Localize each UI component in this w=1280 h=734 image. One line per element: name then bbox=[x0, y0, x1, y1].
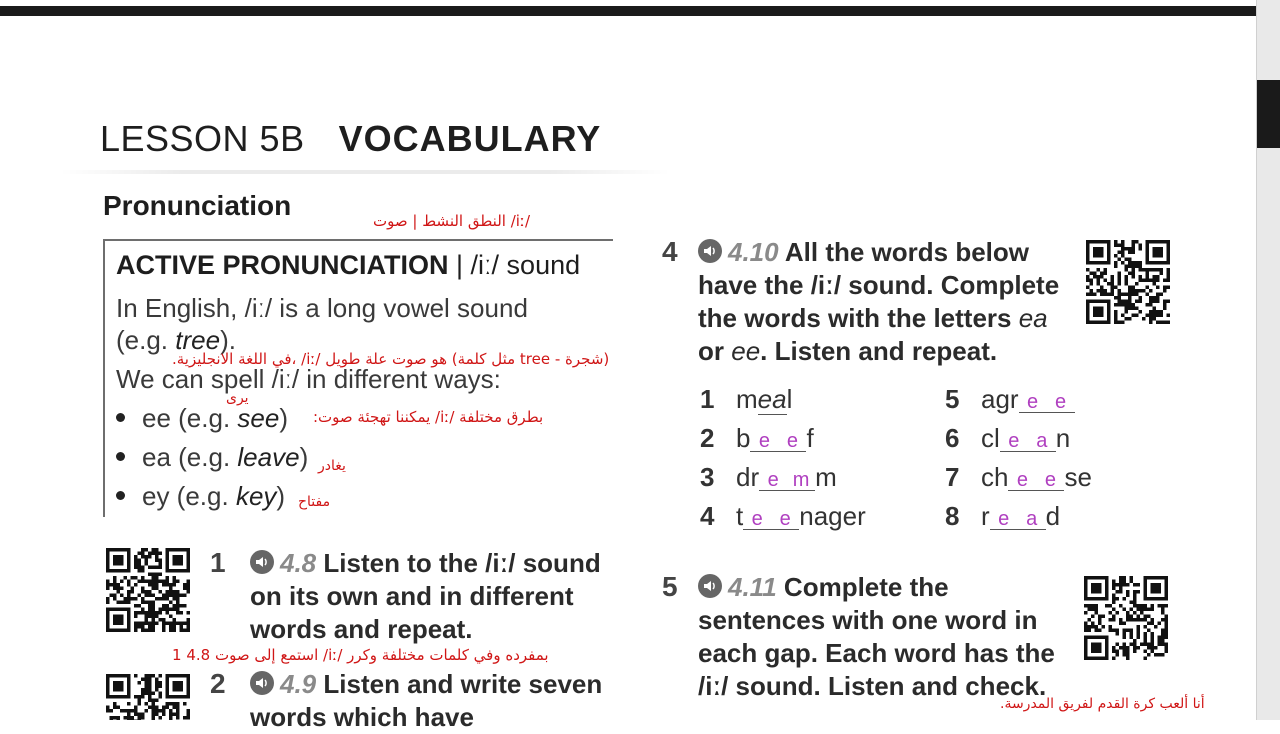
word-gap[interactable]: a bbox=[1028, 431, 1056, 452]
section-title: Pronunciation bbox=[103, 190, 292, 221]
exercise-5-text: Complete the sentences with one word in each gap. Each word has the /iː/ sound. Listen and check. bbox=[698, 572, 1055, 701]
word-item-2 bbox=[700, 423, 814, 454]
qr-code-icon[interactable] bbox=[1086, 240, 1170, 324]
word-part: f bbox=[806, 423, 814, 453]
speaker-icon[interactable] bbox=[250, 550, 274, 574]
ap-line-2c: ). bbox=[220, 325, 236, 355]
bullet-example: key bbox=[235, 481, 277, 511]
word-item-8 bbox=[945, 501, 1060, 532]
word-number: 3 bbox=[700, 462, 715, 492]
bullet-text: ey (e.g. bbox=[142, 481, 236, 511]
bullet-example: see bbox=[237, 403, 280, 433]
ap-line-2a: (e.g. bbox=[116, 325, 176, 355]
letters-ee: ee bbox=[731, 336, 761, 366]
word-part: ch bbox=[981, 462, 1009, 492]
lesson-title: VOCABULARY bbox=[338, 118, 602, 159]
word-gap[interactable]: e bbox=[750, 431, 778, 452]
word-item-7 bbox=[945, 462, 1092, 493]
ap-line-1: In English, /iː/ is a long vowel sound bbox=[116, 293, 528, 323]
track-number[interactable]: 4.11 bbox=[728, 572, 777, 602]
word-number: 8 bbox=[945, 501, 960, 531]
top-bar bbox=[0, 0, 1280, 16]
exercise-4 bbox=[698, 236, 1078, 368]
word-number: 4 bbox=[700, 501, 715, 531]
bullet-end: ) bbox=[276, 481, 286, 511]
annotation-4: بمفرده وفي كلمات مختلفة وكرر /iː/ استمع إلى صوت 4.8 1 bbox=[172, 646, 549, 664]
word-gap[interactable]: e bbox=[990, 509, 1018, 530]
word-number: 2 bbox=[700, 423, 715, 453]
word-gap[interactable]: e bbox=[778, 431, 806, 452]
word-number: 6 bbox=[945, 423, 960, 453]
bullet-end: ) bbox=[279, 403, 288, 433]
word-part: cl bbox=[981, 423, 1000, 453]
word-item-1 bbox=[700, 384, 792, 415]
bullet-dot bbox=[116, 452, 125, 461]
word-gap[interactable]: e bbox=[1019, 392, 1047, 413]
annotation-yughadir: يغادر bbox=[318, 458, 346, 474]
bullet-dot bbox=[116, 413, 125, 422]
word-part: nager bbox=[799, 501, 866, 531]
ap-sound: | /iː/ sound bbox=[456, 250, 581, 280]
ap-example-tree: tree bbox=[175, 325, 221, 355]
bullet-ea bbox=[116, 442, 308, 473]
speaker-icon[interactable] bbox=[698, 239, 722, 263]
lesson-label: LESSON 5B bbox=[100, 118, 305, 159]
word-gap[interactable]: e bbox=[759, 470, 787, 491]
annotation-muftah: مفتاح bbox=[298, 494, 331, 510]
speaker-icon[interactable] bbox=[698, 574, 722, 598]
active-pronunciation-title bbox=[116, 250, 580, 281]
word-item-4 bbox=[700, 501, 866, 532]
word-part: d bbox=[1045, 501, 1061, 531]
annotation-1: /iː/ النطق النشط | صوت bbox=[373, 212, 531, 230]
word-gap[interactable]: e bbox=[1000, 431, 1028, 452]
letters-ea: ea bbox=[1018, 303, 1048, 333]
heading-rule bbox=[60, 170, 670, 174]
word-part: t bbox=[736, 501, 744, 531]
annotation-5: أنا ألعب كرة القدم لفريق المدرسة. bbox=[1000, 696, 1205, 712]
exercise-2 bbox=[250, 668, 630, 734]
word-gap[interactable]: a bbox=[1018, 509, 1046, 530]
qr-code-icon[interactable] bbox=[106, 674, 190, 720]
ap-title-text: ACTIVE PRONUNCIATION bbox=[116, 250, 449, 280]
word-part: dr bbox=[736, 462, 760, 492]
annotation-2: (شجرة - tree مثل كلمة) هو صوت علة طويل /iː/ ،في اللغة الانجليزية. bbox=[172, 350, 610, 368]
lesson-heading bbox=[100, 118, 601, 160]
word-part: m bbox=[736, 384, 758, 414]
qr-code-icon[interactable] bbox=[1084, 576, 1168, 660]
word-gap[interactable]: e bbox=[743, 509, 771, 530]
word-part: se bbox=[1064, 462, 1092, 492]
exercise-1-number: 1 bbox=[210, 547, 226, 578]
top-border bbox=[0, 6, 1256, 16]
word-part: b bbox=[736, 423, 751, 453]
qr-code-icon[interactable] bbox=[106, 548, 190, 632]
word-item-6 bbox=[945, 423, 1070, 454]
box-top-border bbox=[103, 239, 613, 241]
annotation-3: بطرق مختلفة /iː/ يمكننا تهجئة صوت: bbox=[313, 408, 544, 426]
annotation-yara: يرى bbox=[226, 390, 249, 406]
exercise-4-number: 4 bbox=[662, 236, 678, 267]
word-part: m bbox=[815, 462, 837, 492]
word-gap[interactable]: e bbox=[1036, 470, 1064, 491]
box-left-border bbox=[103, 239, 105, 517]
word-gap[interactable]: e bbox=[1008, 470, 1036, 491]
exercise-5 bbox=[698, 571, 1078, 703]
word-part: n bbox=[1055, 423, 1071, 453]
bullet-ey bbox=[116, 481, 285, 512]
exercise-4-or: or bbox=[698, 336, 732, 366]
word-gap[interactable]: m bbox=[787, 470, 815, 491]
bullet-end: ) bbox=[299, 442, 309, 472]
word-number: 5 bbox=[945, 384, 960, 414]
exercise-4-end: . Listen and repeat. bbox=[760, 336, 998, 366]
bullet-example: leave bbox=[237, 442, 300, 472]
word-number: 7 bbox=[945, 462, 960, 492]
word-part: r bbox=[981, 501, 990, 531]
exercise-1-text: Listen to the /iː/ sound on its own and in different words and repeat. bbox=[250, 548, 601, 644]
word-part: agr bbox=[981, 384, 1019, 414]
speaker-icon[interactable] bbox=[250, 671, 274, 695]
word-gap-prefilled: ea bbox=[757, 384, 787, 414]
word-gap[interactable]: e bbox=[771, 509, 799, 530]
bullet-text: ee (e.g. bbox=[142, 403, 238, 433]
word-gap[interactable]: e bbox=[1047, 392, 1075, 413]
exercise-4-text: All the words below have the /iː/ sound. Complete the words with the letters bbox=[698, 237, 1060, 333]
bullet-text: ea (e.g. bbox=[142, 442, 238, 472]
bullet-ee bbox=[116, 403, 288, 434]
ap-line-3: We can spell /iː/ in different ways: bbox=[116, 364, 501, 394]
bullet-dot bbox=[116, 491, 125, 500]
word-item-5 bbox=[945, 384, 1075, 415]
track-number[interactable]: 4.8 bbox=[280, 548, 317, 578]
exercise-5-number: 5 bbox=[662, 571, 678, 602]
exercise-2-text: Listen and write seven words which have bbox=[250, 669, 603, 732]
track-number[interactable]: 4.9 bbox=[280, 669, 317, 699]
track-number[interactable]: 4.10 bbox=[728, 237, 779, 267]
word-part: l bbox=[786, 384, 793, 414]
scrollbar-thumb[interactable] bbox=[1257, 80, 1280, 148]
word-number: 1 bbox=[700, 384, 715, 414]
exercise-1 bbox=[250, 547, 630, 646]
word-item-3 bbox=[700, 462, 837, 493]
exercise-2-number: 2 bbox=[210, 668, 226, 699]
